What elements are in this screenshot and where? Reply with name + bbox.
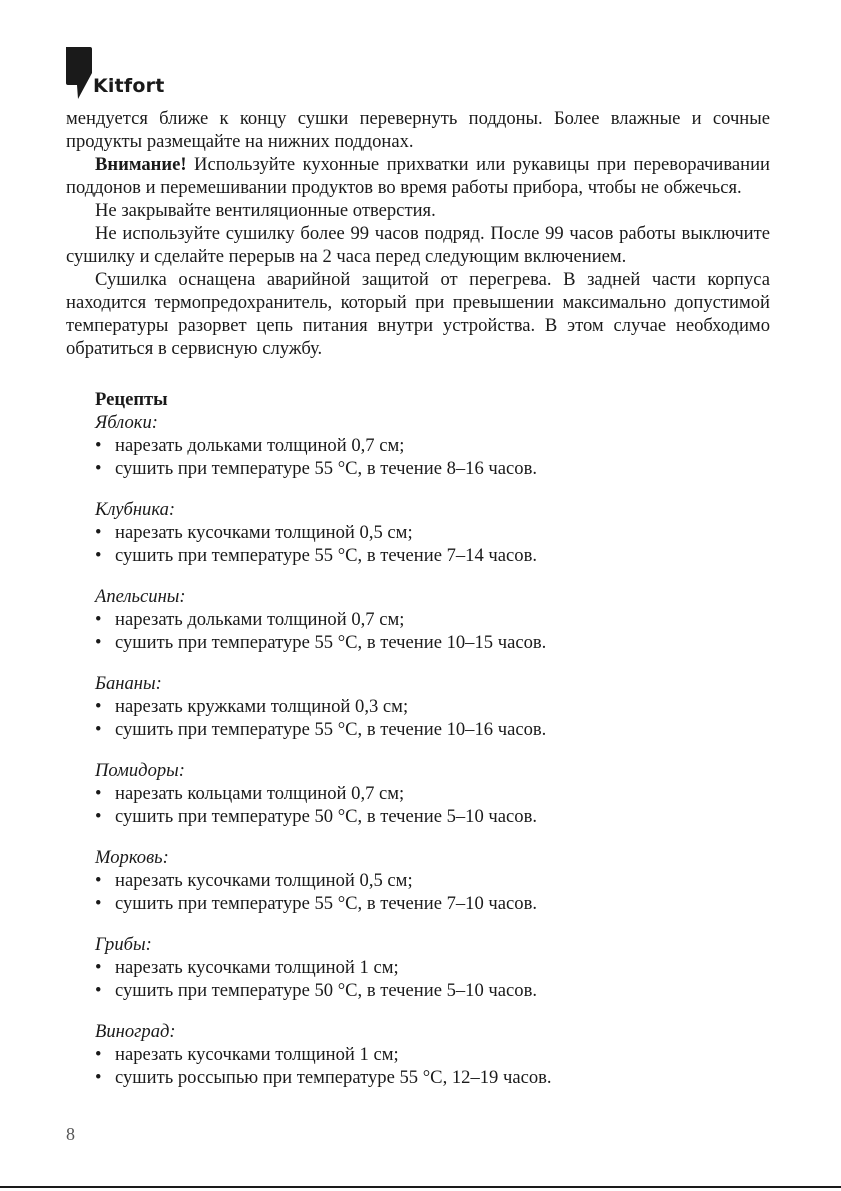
bullet-icon: •: [95, 696, 102, 717]
recipe-step: [95, 892, 770, 915]
recipe-name: Клубника:: [95, 499, 176, 520]
recipe-step: [95, 631, 770, 654]
recipe-step-text: сушить при температуре 55 °C, в течение 8–16 часов.: [115, 458, 538, 479]
recipe-step-text: сушить россыпью при температуре 55 °C, 12–19 часов.: [115, 1067, 552, 1088]
bullet-icon: •: [95, 870, 102, 891]
bullet-icon: •: [95, 435, 102, 456]
recipe-item: [95, 672, 770, 741]
recipe-step-text: нарезать кусочками толщиной 1 см;: [115, 1044, 399, 1065]
bottom-divider: [0, 1186, 841, 1188]
recipe-item: [95, 585, 770, 654]
warning-label: Внимание!: [95, 154, 187, 175]
paragraph-text: Используйте кухонные прихватки или рукавицы при переворачивании поддонов и перемешивании продуктов во время работы прибора, чтобы не обжечься.: [66, 154, 770, 198]
recipe-step: [95, 1066, 770, 1089]
recipe-name: Бананы:: [95, 673, 162, 694]
recipe-item: [95, 759, 770, 828]
bullet-icon: •: [95, 980, 102, 1001]
recipe-step: [95, 521, 770, 544]
recipe-step-text: сушить при температуре 55 °C, в течение 7–14 часов.: [115, 545, 538, 566]
recipe-name: Морковь:: [95, 847, 169, 868]
paragraph-text: Не используйте сушилку более 99 часов подряд. После 99 часов работы выключите сушилку и сделайте перерыв на 2 часа перед следующим включением.: [66, 223, 770, 267]
recipe-step: [95, 457, 770, 480]
recipe-item: [95, 933, 770, 1002]
bullet-icon: •: [95, 609, 102, 630]
recipe-step: [95, 718, 770, 741]
recipes-section: [66, 388, 770, 1089]
recipe-step-text: сушить при температуре 55 °C, в течение 7–10 часов.: [115, 893, 538, 914]
recipe-name: Апельсины:: [95, 586, 186, 607]
recipe-item: [95, 846, 770, 915]
kitfort-logo-icon: [66, 47, 92, 99]
bullet-icon: •: [95, 522, 102, 543]
recipe-step-text: нарезать кружками толщиной 0,3 см;: [115, 696, 409, 717]
bullet-icon: •: [95, 1067, 102, 1088]
recipe-step: [95, 869, 770, 892]
bullet-icon: •: [95, 719, 102, 740]
intro-paragraph: [66, 107, 770, 153]
intro-section: [66, 107, 770, 360]
recipe-step: [95, 782, 770, 805]
recipe-step: [95, 979, 770, 1002]
overheat-paragraph: [66, 268, 770, 360]
bullet-icon: •: [95, 893, 102, 914]
vent-paragraph: [66, 199, 770, 222]
paragraph-text: Не закрывайте вентиляционные отверстия.: [95, 200, 436, 221]
brand-logo: [66, 47, 165, 99]
recipe-step-text: сушить при температуре 55 °C, в течение 10–15 часов.: [115, 632, 547, 653]
recipe-step: [95, 434, 770, 457]
recipe-step-text: нарезать дольками толщиной 0,7 см;: [115, 435, 405, 456]
recipe-step: [95, 544, 770, 567]
duration-paragraph: [66, 222, 770, 268]
recipe-step-text: нарезать кольцами толщиной 0,7 см;: [115, 783, 405, 804]
bullet-icon: •: [95, 458, 102, 479]
recipes-heading: Рецепты: [95, 389, 168, 410]
recipe-name: Помидоры:: [95, 760, 185, 781]
recipe-step: [95, 805, 770, 828]
paragraph-text: Сушилка оснащена аварийной защитой от перегрева. В задней части корпуса находится термопредохранитель, который при превышении максимально допустимой температуры разорвет цепь питания внутри устройства. В этом случае необходимо обратиться в сервисную службу.: [66, 269, 770, 359]
recipe-name: Яблоки:: [95, 412, 158, 433]
recipe-step-text: нарезать кусочками толщиной 0,5 см;: [115, 522, 413, 543]
warning-paragraph: [66, 153, 770, 199]
recipe-item: [95, 1020, 770, 1089]
recipe-name: Виноград:: [95, 1021, 176, 1042]
recipe-step: [95, 1043, 770, 1066]
brand-name: Kitfort: [93, 75, 165, 97]
recipe-step-text: нарезать кусочками толщиной 1 см;: [115, 957, 399, 978]
recipe-item: [95, 411, 770, 480]
recipe-step: [95, 956, 770, 979]
bullet-icon: •: [95, 1044, 102, 1065]
recipe-step: [95, 695, 770, 718]
recipe-step: [95, 608, 770, 631]
page-content: [66, 107, 770, 1107]
bullet-icon: •: [95, 783, 102, 804]
recipe-item: [95, 498, 770, 567]
bullet-icon: •: [95, 545, 102, 566]
recipe-step-text: сушить при температуре 55 °C, в течение 10–16 часов.: [115, 719, 547, 740]
recipe-step-text: сушить при температуре 50 °C, в течение 5–10 часов.: [115, 806, 538, 827]
recipe-step-text: нарезать кусочками толщиной 0,5 см;: [115, 870, 413, 891]
recipe-name: Грибы:: [95, 934, 152, 955]
recipe-step-text: сушить при температуре 50 °C, в течение 5–10 часов.: [115, 980, 538, 1001]
bullet-icon: •: [95, 957, 102, 978]
bullet-icon: •: [95, 632, 102, 653]
bullet-icon: •: [95, 806, 102, 827]
page-number: 8: [66, 1124, 75, 1144]
recipe-step-text: нарезать дольками толщиной 0,7 см;: [115, 609, 405, 630]
paragraph-text: мендуется ближе к концу сушки перевернуть поддоны. Более влажные и сочные продукты размещайте на нижних поддонах.: [66, 108, 770, 152]
